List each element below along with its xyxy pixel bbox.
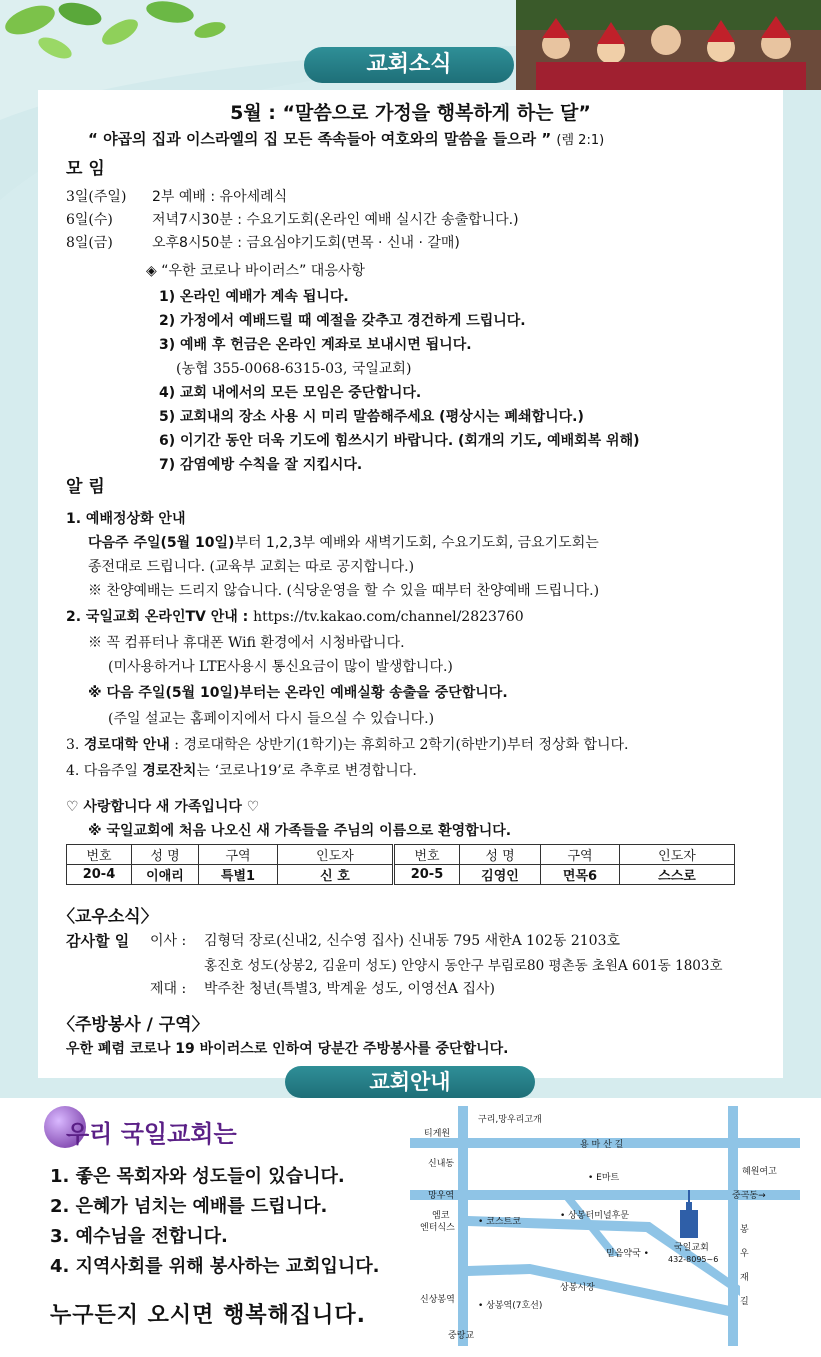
leaves-decoration [0, 0, 260, 80]
table-header: 번호 [394, 845, 460, 865]
map-label-guri: 구리,망우리고개 [478, 1115, 542, 1125]
notice-1-title: 1. 예배정상화 안내 [66, 511, 186, 527]
table-cell: 신 호 [278, 865, 394, 885]
map-label-phone: 432-8095~6 [668, 1255, 719, 1264]
meeting-day-1: 3일(주일) [66, 189, 127, 205]
move-entry-1: 김형덕 장로(신내2, 신수영 집사) 신내동 795 새한A 102동 2103호 [204, 933, 621, 949]
notice-3-pre: 3. [66, 737, 84, 753]
meeting-text-3: 오후8시50분 : 금요심야기도회(면목 · 신내 · 갈매) [152, 235, 460, 251]
corona-item: 3) 예배 후 헌금은 온라인 계좌로 보내시면 됩니다. [159, 337, 472, 353]
map-label-costco: • 코스트코 [478, 1217, 521, 1227]
church-point: 1. 좋은 목회자와 성도들이 있습니다. [50, 1166, 345, 1187]
table-header: 인도자 [278, 845, 394, 865]
kakao-tv-link[interactable]: https://tv.kakao.com/channel/2823760 [253, 609, 524, 625]
kitchen-text: 우한 폐렴 코로나 19 바이러스로 인하여 당분간 주방봉사를 중단합니다. [66, 1041, 509, 1057]
new-family-table [66, 844, 735, 885]
members-news-heading: 〈교우소식〉 [58, 907, 158, 927]
section-title-church-info: 교회안내 [285, 1066, 535, 1098]
news-content [38, 90, 783, 1078]
verse-text: “ 야곱의 집과 이스라엘의 집 모든 족속들아 여호와의 말씀을 들으라 ” [88, 130, 552, 148]
map-label-sinnae: 신내동 [428, 1159, 455, 1169]
thanks-label: 감사할 일 [66, 932, 130, 950]
notice-3 [66, 734, 629, 754]
table-cell: 이애리 [132, 865, 199, 885]
notice-1-line3: ※ 찬양예배는 드리지 않습니다. (식당운영을 할 수 있을 때부터 찬양예배 드립니다.) [88, 583, 600, 599]
section-title-news: 교회소식 [304, 47, 514, 83]
table-header: 성 명 [132, 845, 199, 865]
notice-1-line2: 종전대로 드립니다. (교육부 교회는 따로 공지합니다.) [88, 559, 415, 575]
notice-3-bold: 경로대학 안내 [83, 737, 170, 753]
corona-account: (농협 355-0068-6315-03, 국일교회) [176, 361, 412, 377]
map-label-emco2: 엔터식스 [420, 1223, 455, 1233]
notice-4 [66, 760, 417, 780]
table-header: 구역 [541, 845, 620, 865]
table-header: 인도자 [620, 845, 735, 865]
table-cell: 20-4 [67, 865, 132, 885]
map-label-emco: 엠코 [432, 1211, 450, 1221]
notice-2-line2: ※ 꼭 컴퓨터나 휴대폰 Wifi 환경에서 시청바랍니다. [88, 635, 405, 651]
discharge-label: 제대 : [150, 981, 187, 997]
corona-item: 4) 교회 내에서의 모든 모임은 중단합니다. [159, 385, 422, 401]
christmas-choir-photo [516, 0, 821, 90]
table-header: 번호 [67, 845, 132, 865]
meeting-day-2: 6일(수) [66, 212, 113, 228]
month-title: 5월 : “말씀으로 가정을 행복하게 하는 달” [230, 102, 591, 124]
notice-1-line1 [88, 532, 599, 552]
meeting-day-3: 8일(금) [66, 235, 113, 251]
notice-2-line3: (미사용하거나 LTE사용시 통신요금이 많이 발생합니다.) [108, 659, 453, 675]
notice-2-line5: (주일 설교는 홈페이지에서 다시 들으실 수 있습니다.) [108, 711, 435, 727]
map-label-jungnang: 중랑교 [448, 1331, 475, 1341]
meetings-heading: 모 임 [66, 159, 105, 179]
notice-1-rest: 부터 1,2,3부 예배와 새벽기도회, 수요기도회, 금요기도회는 [234, 535, 599, 551]
notices-heading: 알 림 [66, 477, 105, 497]
map-label-bong2: 우 [740, 1249, 749, 1259]
map-label-tigye: 티게원 [424, 1129, 451, 1139]
table-header-row [67, 845, 735, 865]
notice-4-bold: 경로잔치 [142, 763, 197, 779]
map-label-sinsangbong: 신상봉역 [420, 1295, 455, 1305]
bible-verse [88, 128, 604, 149]
notice-4-rest: 는 ‘코로나19’로 추후로 변경합니다. [196, 763, 417, 779]
meeting-text-1: 2부 예배 : 유아세례식 [152, 189, 288, 205]
map-label-sangbong-station: • 상봉역(7호선) [478, 1301, 543, 1311]
map-label-bong1: 봉 [740, 1225, 749, 1235]
new-family-heading: ♡ 사랑합니다 새 가족입니다 ♡ [66, 799, 260, 815]
map-label-yongmasan: 용 마 산 길 [580, 1140, 624, 1150]
corona-item: 6) 이기간 동안 더욱 기도에 힘쓰시기 바랍니다. (회개의 기도, 예배회복 위해) [159, 433, 640, 449]
notice-2-line1 [66, 606, 524, 626]
table-cell: 면목6 [541, 865, 620, 885]
map-label-mangu: 망우역 [428, 1191, 455, 1201]
corona-item: 7) 감염예방 수칙을 잘 지킵시다. [159, 457, 363, 473]
map-label-emart: • E마트 [588, 1173, 620, 1183]
corona-item: 2) 가정에서 예배드릴 때 예절을 갖추고 경건하게 드립니다. [159, 313, 526, 329]
notice-2-line4: ※ 다음 주일(5월 10일)부터는 온라인 예배실황 송출을 중단합니다. [88, 685, 508, 701]
map-label-bong3: 재 [740, 1273, 749, 1283]
table-cell: 스스로 [620, 865, 735, 885]
notice-4-pre: 4. 다음주일 [66, 763, 143, 779]
new-family-sub: ※ 국일교회에 처음 나오신 새 가족들을 주님의 이름으로 환영합니다. [88, 823, 512, 839]
discharge-entry: 박주찬 청년(특별3, 박계윤 성도, 이영선A 집사) [204, 981, 495, 997]
table-cell: 20-5 [394, 865, 460, 885]
move-label: 이사 : [150, 933, 187, 949]
map-label-market: 상봉시장 [560, 1283, 595, 1293]
church-point: 4. 지역사회를 위해 봉사하는 교회입니다. [50, 1256, 380, 1277]
notice-1-bold: 다음주 주일(5월 10일) [88, 535, 235, 551]
meeting-text-2: 저녁7시30분 : 수요기도회(온라인 예배 실시간 송출합니다.) [152, 212, 519, 228]
church-point: 2. 은혜가 넘치는 예배를 드립니다. [50, 1196, 328, 1217]
church-point: 3. 예수님을 전합니다. [50, 1226, 228, 1247]
map-label-pharmacy: 믿음약국 • [606, 1249, 649, 1259]
verse-ref: (렘 2:1) [556, 133, 605, 148]
table-row [67, 865, 735, 885]
map-label-sangbong-terminal: • 상봉터미널후문 [560, 1211, 630, 1221]
map-label-junggok: 중곡동→ [732, 1191, 766, 1201]
map-label-bong4: 길 [740, 1297, 749, 1307]
table-cell: 특별1 [199, 865, 278, 885]
map-label-hyewon: 혜원여고 [742, 1167, 777, 1177]
move-entry-2: 홍진호 성도(상봉2, 김윤미 성도) 안양시 동안구 부림로80 평촌동 초원A 601동 1803호 [204, 958, 723, 974]
table-header: 구역 [199, 845, 278, 865]
church-info-title: 우리 국일교회는 [66, 1120, 237, 1148]
map-label-church: 국일교회 [674, 1243, 709, 1253]
corona-item: 1) 온라인 예배가 계속 됩니다. [159, 289, 349, 305]
notice-2-title: 2. 국일교회 온라인TV 안내 : [66, 609, 254, 625]
location-map [410, 1106, 800, 1346]
church-slogan: 누구든지 오시면 행복해집니다. [50, 1303, 366, 1328]
corona-item: 5) 교회내의 장소 사용 시 미리 말씀해주세요 (평상시는 폐쇄합니다.) [159, 409, 584, 425]
kitchen-heading: 〈주방봉사 / 구역〉 [58, 1015, 209, 1035]
corona-title: ◈ “우한 코로나 바이러스” 대응사항 [146, 263, 365, 279]
table-header: 성 명 [460, 845, 541, 865]
table-cell: 김영인 [460, 865, 541, 885]
notice-3-rest: : 경로대학은 상반기(1학기)는 휴회하고 2학기(하반기)부터 정상화 합니다. [169, 737, 629, 753]
